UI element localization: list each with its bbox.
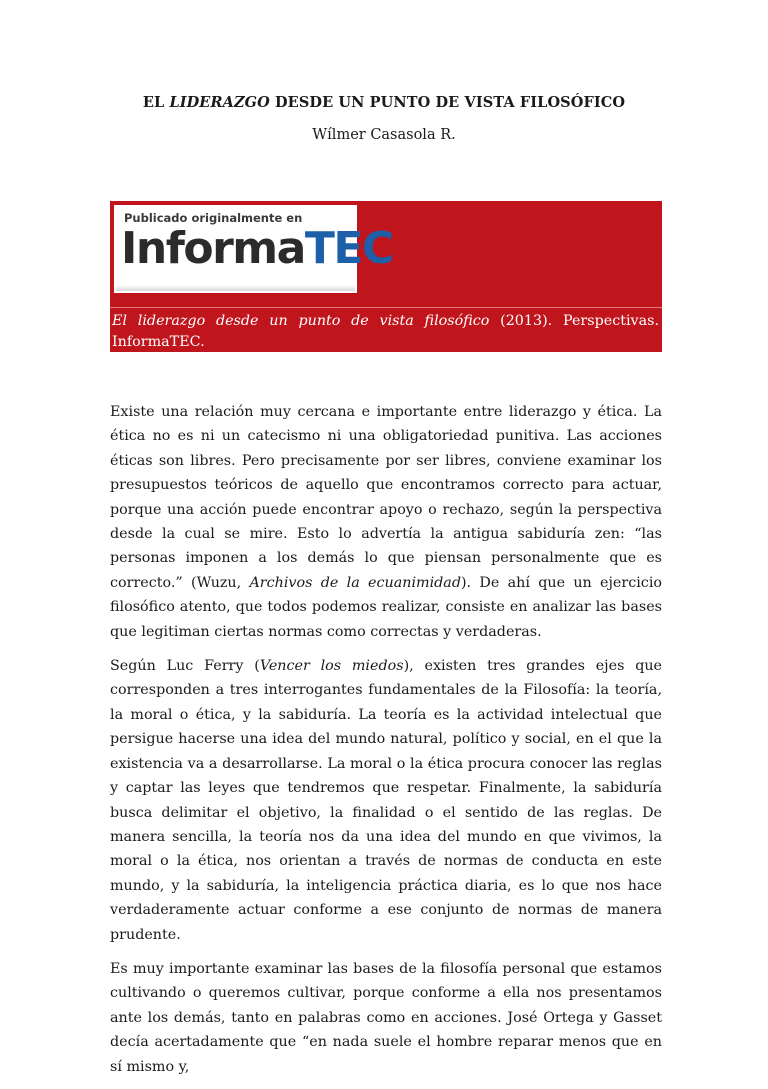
p2-text-a: Según Luc Ferry ( xyxy=(110,658,260,675)
document-title xyxy=(0,94,768,111)
publication-banner xyxy=(110,201,662,371)
logo-shadow xyxy=(116,285,355,291)
p1-text-c: ). De ahí que un ejercicio filosófico atento, que todos podemos realizar, consiste en analizar las bases que legitiman ciertas normas como correctas y verdaderas. xyxy=(110,574,662,640)
logo-word-informa: Informa xyxy=(121,223,305,274)
caption-publisher: Publicación del Instituto Tecnológico de Costa Rica. Nº 330 xyxy=(112,355,545,371)
body-text xyxy=(110,400,662,1089)
logo-published-label: Publicado originalmente en xyxy=(124,211,303,225)
author-name: Wílmer Casasola R. xyxy=(312,127,456,143)
title-italic-word: LIDERAZGO xyxy=(169,94,270,111)
p2-text-c: ), existen tres grandes ejes que corresponden a tres interrogantes fundamentales de la Filosofía: la teoría, la moral o ética, y la sabiduría. La teoría es la actividad intelectual que persigue hacerse una idea del mundo natural, político y social, en el que la existencia va a desarrollarse. La moral o la ética procura conocer las reglas y captar las leyes que tendremos que respetar. Finalmente, la sabiduría busca delimitar el objetivo, la finalidad o el sentido de las reglas. De manera sencilla, la teoría nos da una idea del mundo en que vivimos, la moral o la ética, nos orientan a través de normas de conducta en este mundo, y la sabiduría, la inteligencia práctica diaria, es lo que nos hace verdaderamente actuar conforme a ese conjunto de normas de manera prudente. xyxy=(110,658,663,943)
logo-wordmark xyxy=(121,223,393,274)
logo-word-tec: TEC xyxy=(304,223,393,274)
banner-caption xyxy=(112,311,659,374)
paragraph-3: Es muy importante examinar las bases de la filosofía personal que estamos cultivando o queremos cultivar, porque conforme a ella nos presentamos ante los demás, tanto en palabras como en acciones. José Ortega y Gasset decía acertadamente que “en nada suele el hombre reparar menos que en sí mismo y, xyxy=(110,960,662,1075)
banner-divider xyxy=(110,307,662,308)
caption-line-1 xyxy=(112,311,659,353)
paragraph-1 xyxy=(110,400,662,644)
informatec-logo xyxy=(114,205,393,293)
p2-cited-work: Vencer los miedos xyxy=(259,658,404,675)
caption-article-title: El liderazgo desde un punto de vista filosófico xyxy=(112,313,490,329)
paragraph-2 xyxy=(110,654,662,947)
title-suffix: DESDE UN PUNTO DE VISTA FILOSÓFICO xyxy=(269,94,626,111)
p1-text-a: Existe una relación muy cercana e importante entre liderazgo y ética. La ética no es ni un catecismo ni una obligatoriedad punitiva. Las acciones éticas son libres. Pero precisamente por ser libres, conviene examinar los presupuestos teóricos de aquello que encontramos correcto para actuar, porque una acción puede encontrar apoyo o rechazo, según la perspectiva desde la cual se mire. Esto lo advertía la antigua sabiduría zen: “las personas imponen a los demás lo que piensan personalmente que es correcto.” (Wuzu, xyxy=(110,404,662,591)
title-prefix: EL xyxy=(142,94,170,111)
caption-source: (2013). Perspectivas. InformaTEC. xyxy=(112,313,660,350)
p1-cited-work: Archivos de la ecuanimidad xyxy=(249,574,461,591)
